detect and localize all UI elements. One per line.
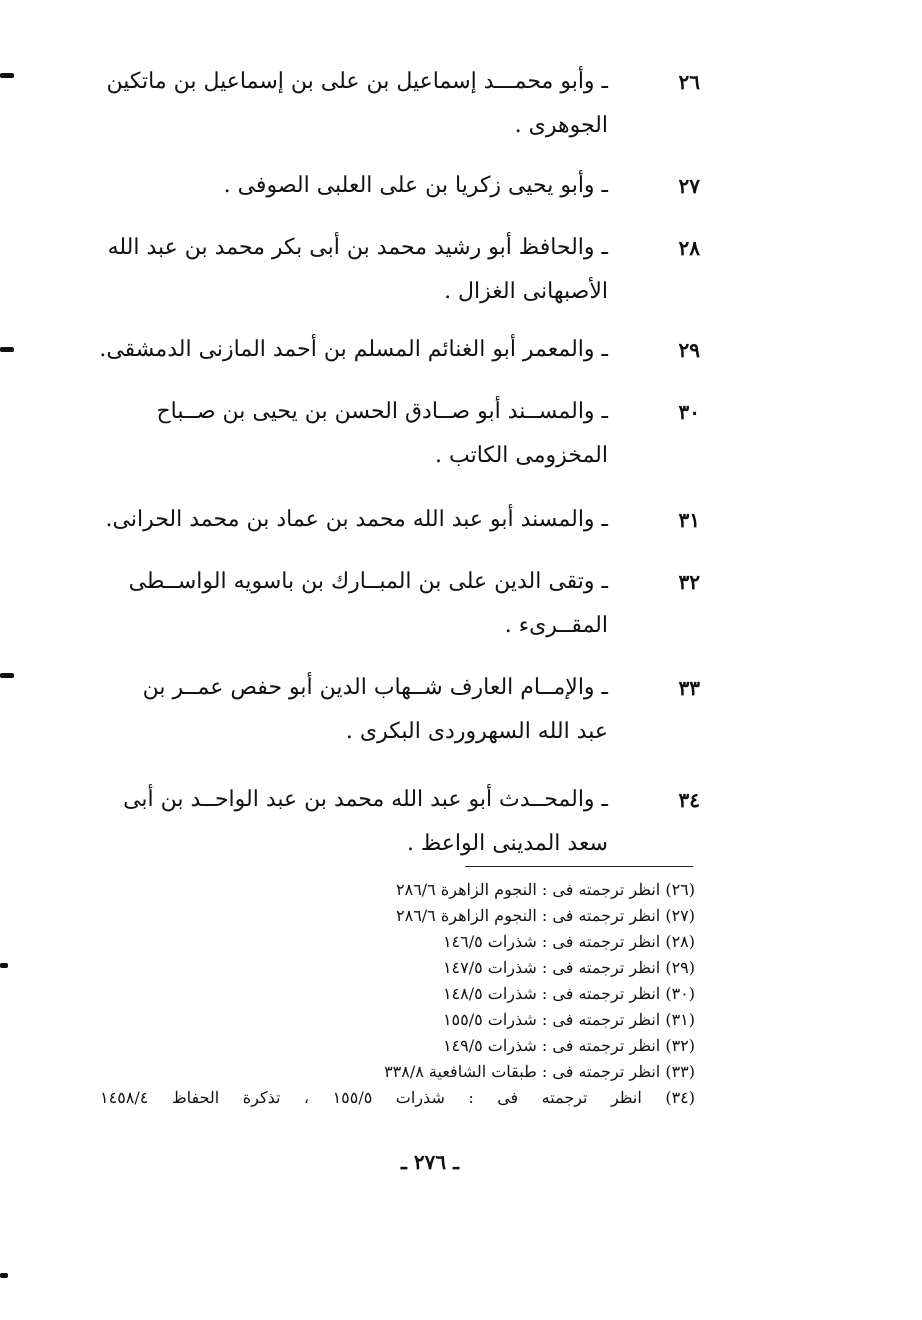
entry-line: المخزومى الكاتب . bbox=[435, 443, 608, 468]
entry-number: ٢٧ bbox=[678, 174, 700, 198]
footnote: (٣٢) انظر ترجمته فى : شذرات ١٤٩/٥ bbox=[442, 1036, 695, 1055]
entry-line: عبد الله السهروردى البكرى . bbox=[345, 719, 608, 744]
scan-edge-mark bbox=[0, 673, 14, 678]
page-number: ـ ٢٧٦ ـ bbox=[401, 1150, 459, 1174]
footnote: (٢٧) انظر ترجمته فى : النجوم الزاهرة ٢٨٦/٦ bbox=[396, 906, 695, 925]
footnote-separator bbox=[465, 866, 693, 867]
scan-edge-mark bbox=[0, 963, 8, 968]
entry-number: ٣٣ bbox=[678, 676, 700, 700]
entry-number: ٣٠ bbox=[678, 400, 700, 424]
entry-line: ـ وأبو محمـــد إسماعيل بن على بن إسماعيل بن ماتكين bbox=[106, 69, 608, 94]
entry-32 bbox=[100, 560, 700, 648]
footnote: (٢٨) انظر ترجمته فى : شذرات ١٤٦/٥ bbox=[442, 932, 695, 951]
entry-30 bbox=[100, 390, 700, 478]
footnote: (٣٤) انظر ترجمته فى : شذرات ١٥٥/٥ ، تذكرة الحفاظ ١٤٥٨/٤ bbox=[100, 1088, 695, 1107]
scan-edge-mark bbox=[0, 1273, 8, 1278]
entry-line: ـ والمســند أبو صــادق الحسن بن يحيى بن صــباح bbox=[156, 399, 608, 424]
entry-28 bbox=[100, 226, 700, 314]
scan-edge-mark bbox=[0, 347, 14, 352]
scan-edge-mark bbox=[0, 73, 14, 78]
entry-line: سعد المدينى الواعظ . bbox=[406, 831, 608, 856]
entry-line: ـ والمعمر أبو الغنائم المسلم بن أحمد المازنى الدمشقى. bbox=[99, 337, 608, 362]
entry-line: الجوهرى . bbox=[514, 113, 608, 138]
entry-number: ٣١ bbox=[678, 508, 700, 532]
footnote: (٢٦) انظر ترجمته فى : النجوم الزاهرة ٢٨٦/٦ bbox=[396, 880, 695, 899]
entry-line: الأصبهانى الغزال . bbox=[444, 279, 608, 304]
entry-27 bbox=[100, 164, 700, 208]
entry-number: ٣٢ bbox=[678, 570, 700, 594]
entry-number: ٢٩ bbox=[678, 338, 700, 362]
entry-line: ـ والمحــدث أبو عبد الله محمد بن عبد الواحــد بن أبى bbox=[123, 787, 608, 812]
entry-line: المقــرىء . bbox=[504, 613, 608, 638]
entry-number: ٣٤ bbox=[678, 788, 700, 812]
footnote: (٢٩) انظر ترجمته فى : شذرات ١٤٧/٥ bbox=[442, 958, 695, 977]
entry-31 bbox=[100, 498, 700, 542]
entry-34 bbox=[100, 778, 700, 866]
entry-line: ـ والإمــام العارف شــهاب الدين أبو حفص عمــر بن bbox=[142, 675, 608, 700]
entry-33 bbox=[100, 666, 700, 754]
footnote: (٣١) انظر ترجمته فى : شذرات ١٥٥/٥ bbox=[442, 1010, 695, 1029]
footnote: (٣٣) انظر ترجمته فى : طبقات الشافعية ٣٣٨/٨ bbox=[384, 1062, 695, 1081]
entry-line: ـ والمسند أبو عبد الله محمد بن عماد بن محمد الحرانى. bbox=[105, 507, 608, 532]
entry-line: ـ والحافظ أبو رشيد محمد بن أبى بكر محمد بن عبد الله bbox=[107, 235, 608, 260]
entry-line: ـ وأبو يحيى زكريا بن على العلبى الصوفى . bbox=[223, 173, 608, 198]
footnotes bbox=[100, 877, 700, 1111]
entry-29 bbox=[100, 328, 700, 372]
entry-26 bbox=[100, 60, 700, 148]
entry-number: ٢٨ bbox=[678, 236, 700, 260]
footnote: (٣٠) انظر ترجمته فى : شذرات ١٤٨/٥ bbox=[442, 984, 695, 1003]
entry-number: ٢٦ bbox=[678, 70, 700, 94]
entry-line: ـ وتقى الدين على بن المبــارك بن باسويه الواســطى bbox=[128, 569, 608, 594]
